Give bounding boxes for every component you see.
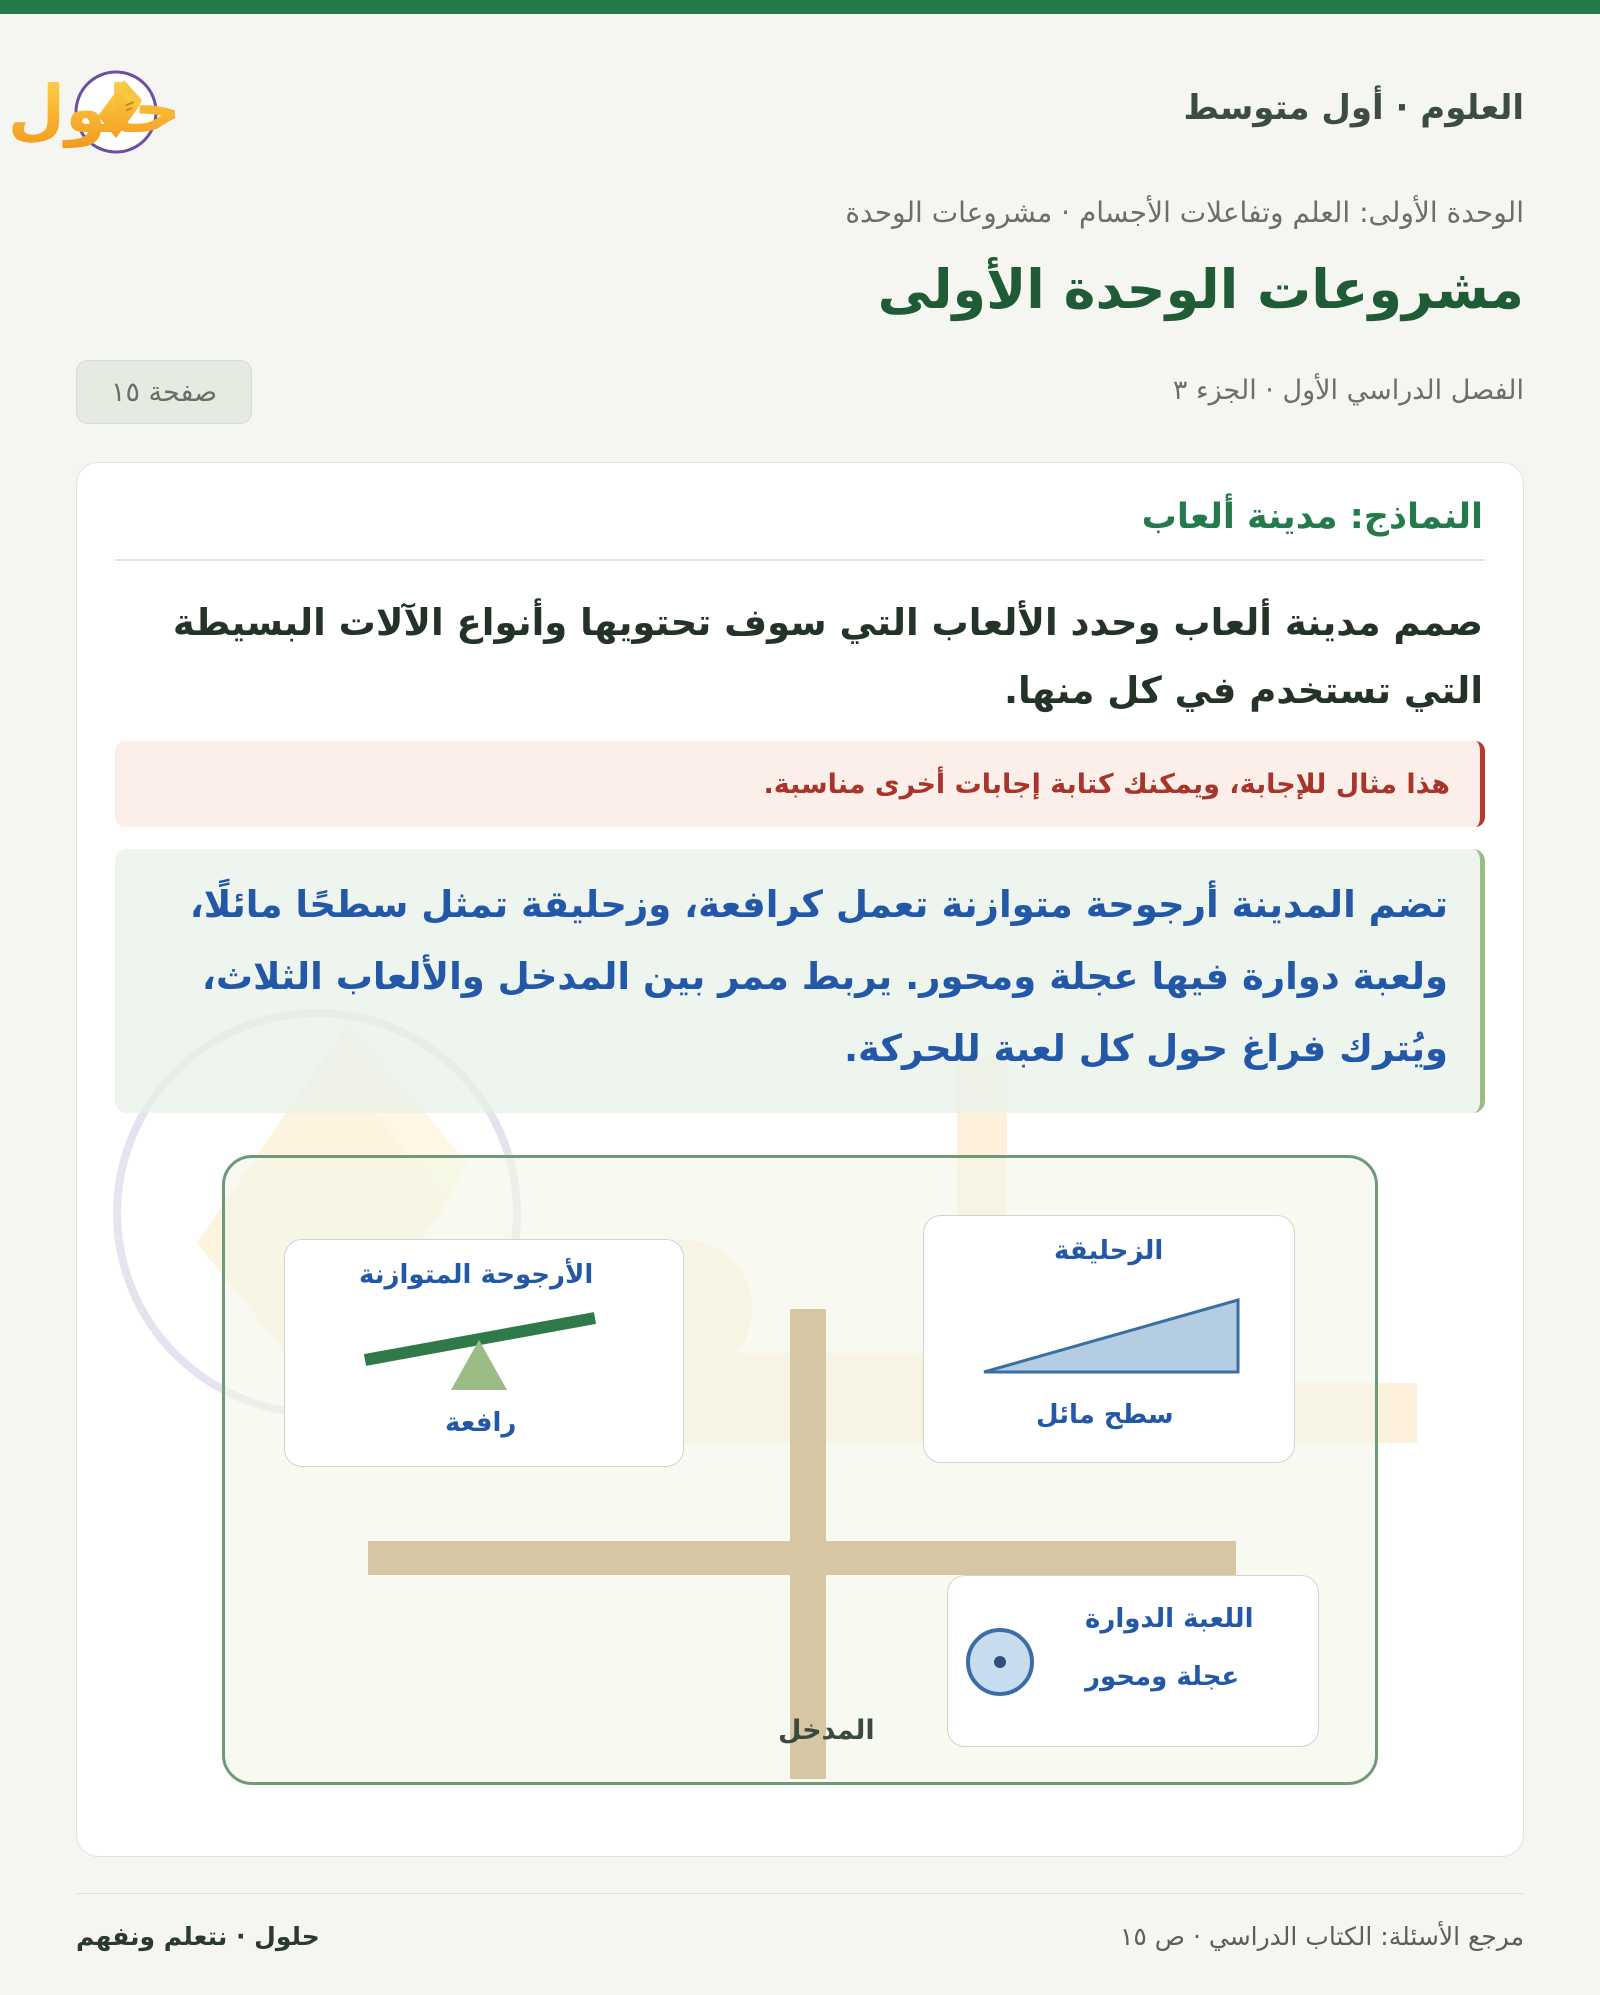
- seesaw-label: الأرجوحة المتوازنة: [359, 1260, 594, 1290]
- page-header: [7, 50, 1524, 160]
- rotating-ride-label: اللعبة الدوارة: [1085, 1604, 1254, 1634]
- page-number-badge: صفحة ١٥: [76, 360, 252, 424]
- answer-text: تضم المدينة أرجوحة متوازنة تعمل كرافعة، وزحليقة تمثل سطحًا مائلًا، ولعبة دوارة فيها عجلة ومحور. يربط ممر بين المدخل والألعاب الثلاث، ويُترك فراغ حول كل لعبة للحركة.: [189, 883, 1448, 1070]
- footer-brand: حلول · نتعلم ونفهم: [76, 1922, 320, 1951]
- rotating-ride-zone: [947, 1575, 1319, 1747]
- footer-reference: مرجع الأسئلة: الكتاب الدراسي · ص ١٥: [1119, 1922, 1524, 1951]
- amusement-park-diagram: [222, 1155, 1378, 1785]
- inclined-plane-icon: [980, 1294, 1256, 1378]
- inclined-plane-label: سطح مائل: [1036, 1400, 1174, 1430]
- wheel-axle-label: عجلة ومحور: [1085, 1662, 1240, 1692]
- top-accent-bar: [0, 0, 1600, 14]
- sample-answer-note: [115, 741, 1485, 827]
- wheel-axle-icon: [962, 1624, 1038, 1700]
- hulul-logo: [7, 50, 346, 160]
- walkway-horizontal: [368, 1541, 1236, 1575]
- subject-label: العلوم · أول متوسط: [1183, 88, 1524, 128]
- page-title: مشروعات الوحدة الأولى: [877, 258, 1524, 321]
- semester-label: الفصل الدراسي الأول · الجزء ٣: [1172, 375, 1524, 406]
- slide-zone: [923, 1215, 1295, 1463]
- slide-label: الزحليقة: [1054, 1236, 1164, 1266]
- section-title: النماذج: مدينة ألعاب: [1141, 497, 1483, 537]
- note-text: هذا مثال للإجابة، ويمكنك كتابة إجابات أخرى مناسبة.: [763, 768, 1450, 800]
- breadcrumb: الوحدة الأولى: العلم وتفاعلات الأجسام · مشروعات الوحدة: [845, 196, 1524, 229]
- lever-icon: [355, 1304, 615, 1404]
- lever-label: رافعة: [445, 1408, 517, 1438]
- entrance-label: المدخل: [778, 1715, 875, 1746]
- project-card: [76, 462, 1524, 1857]
- svg-text:حلول: حلول: [7, 71, 181, 148]
- footer-divider: [76, 1893, 1524, 1894]
- question-text: صمم مدينة ألعاب وحدد الألعاب التي سوف تحتويها وأنواع الآلات البسيطة التي تستخدم في كل منها.: [172, 601, 1483, 712]
- answer-box: [115, 849, 1485, 1113]
- section-divider: [115, 559, 1485, 561]
- seesaw-zone: [284, 1239, 684, 1467]
